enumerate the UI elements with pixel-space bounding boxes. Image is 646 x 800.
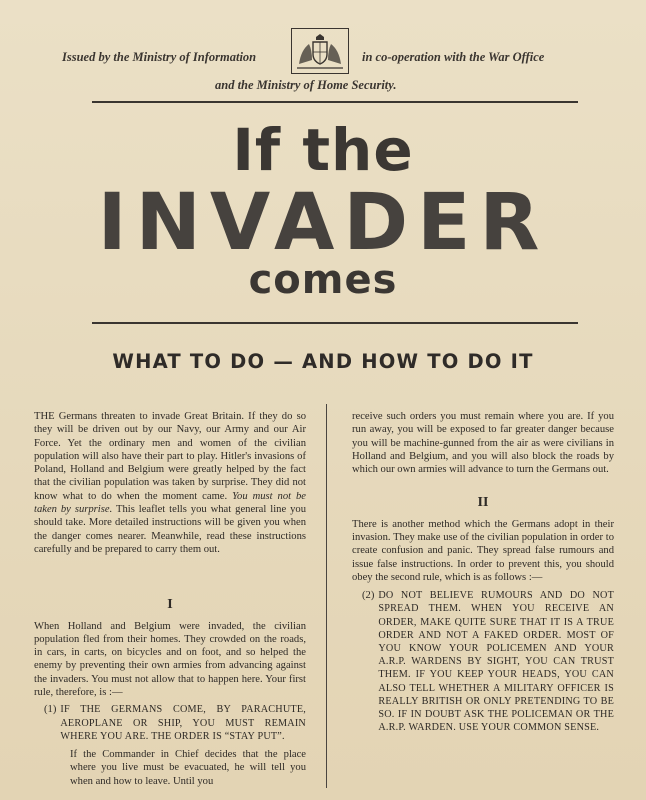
right-column (352, 410, 614, 735)
section-1-paragraph: When Holland and Belgium were invaded, the civilian population fled from their homes. They crowded on the roads, in cars, in carts, on bicycles and on foot, and so helped the enemy by preventing their own armies from advancing against the invaders. You must not allow that to happen here. Your first rule, therefore, is :— (34, 620, 306, 699)
rule-2-text: DO NOT BELIEVE RUMOURS AND DO NOT SPREAD THEM. WHEN YOU RECEIVE AN ORDER, MAKE QUITE SURE THAT IT IS A TRUE ORDER AND NOT A FAKED ORDER. MOST OF YOU KNOW YOUR POLICEMEN AND YOUR A.R.P. WARDENS BY SIGHT, YOU CAN TRUST THEM. IF YOU KEEP YOUR HEADS, YOU CAN ALSO TELL WHETHER A MILITARY OFFICER IS REALLY BRITISH OR ONLY PRETENDING TO BE SO. IF IN DOUBT ASK THE POLICEMAN OR THE A.R.P. WARDEN. USE YOUR COMMON SENSE. (378, 590, 614, 734)
rule-1-number: (1) (44, 704, 57, 716)
section-2-paragraph: There is another method which the Germans adopt in their invasion. They make use of the civilian population in order to create confusion and panic. They spread false rumours and issue false instructions. In order to prevent this, you should obey the second rule, which is as follows :— (352, 518, 614, 583)
middle-rule (92, 322, 578, 324)
intro-text: THE Germans threaten to invade Great Britain. If they do so they will be driven out by our Navy, our Army and our Air Force. Yet the ordinary men and women of the civilian population will also have their part to play. Hitler's invasions of Poland, Holland and Belgium were greatly helped by the fact that the civilian population was taken by surprise. They did not know what to do when the moment came. (34, 411, 306, 502)
subtitle: WHAT TO DO — AND HOW TO DO IT (112, 350, 534, 373)
top-rule (92, 101, 578, 103)
intro-paragraph (34, 410, 306, 556)
column-divider (326, 404, 327, 788)
title-line-1: If the (232, 116, 414, 184)
issued-by-right: in co-operation with the War Office (362, 50, 545, 64)
rule-1-followup: If the Commander in Chief decides that the place where you live must be evacuated, he will tell you when and how to leave. Until you (70, 748, 306, 787)
issued-by-left: Issued by the Ministry of Information (62, 50, 257, 64)
rule-2-number: (2) (362, 590, 375, 602)
rule-2 (352, 589, 614, 734)
title-line-2: INVADER (97, 178, 549, 268)
issued-by-line2: and the Ministry of Home Security. (215, 78, 397, 92)
royal-coat-of-arms-icon (291, 28, 349, 74)
continued-paragraph: receive such orders you must remain where you are. If you run away, you will be exposed to far greater danger because you will be machine-gunned from the air as were civilians in Holland and Belgium, and you will also block the roads by which our own armies will advance to turn the Germans out. (352, 411, 614, 476)
left-column (34, 410, 306, 788)
section-numeral-1: I (167, 597, 173, 613)
rule-1 (34, 703, 306, 743)
rule-1-text: IF THE GERMANS COME, BY PARACHUTE, AEROPLANE OR SHIP, YOU MUST REMAIN WHERE YOU ARE. THE ORDER IS “STAY PUT”. (60, 704, 306, 742)
intro-italic-text: You must not be taken by surprise. (34, 490, 307, 516)
section-numeral-2: II (477, 495, 489, 511)
intro-end-text: This leaflet tells you what general line you should take. More detailed instructions will be given you when the danger comes nearer. Meanwhile, read these instructions carefully and be prepared to carry them out. (34, 504, 306, 555)
title-line-3: comes (248, 257, 398, 303)
